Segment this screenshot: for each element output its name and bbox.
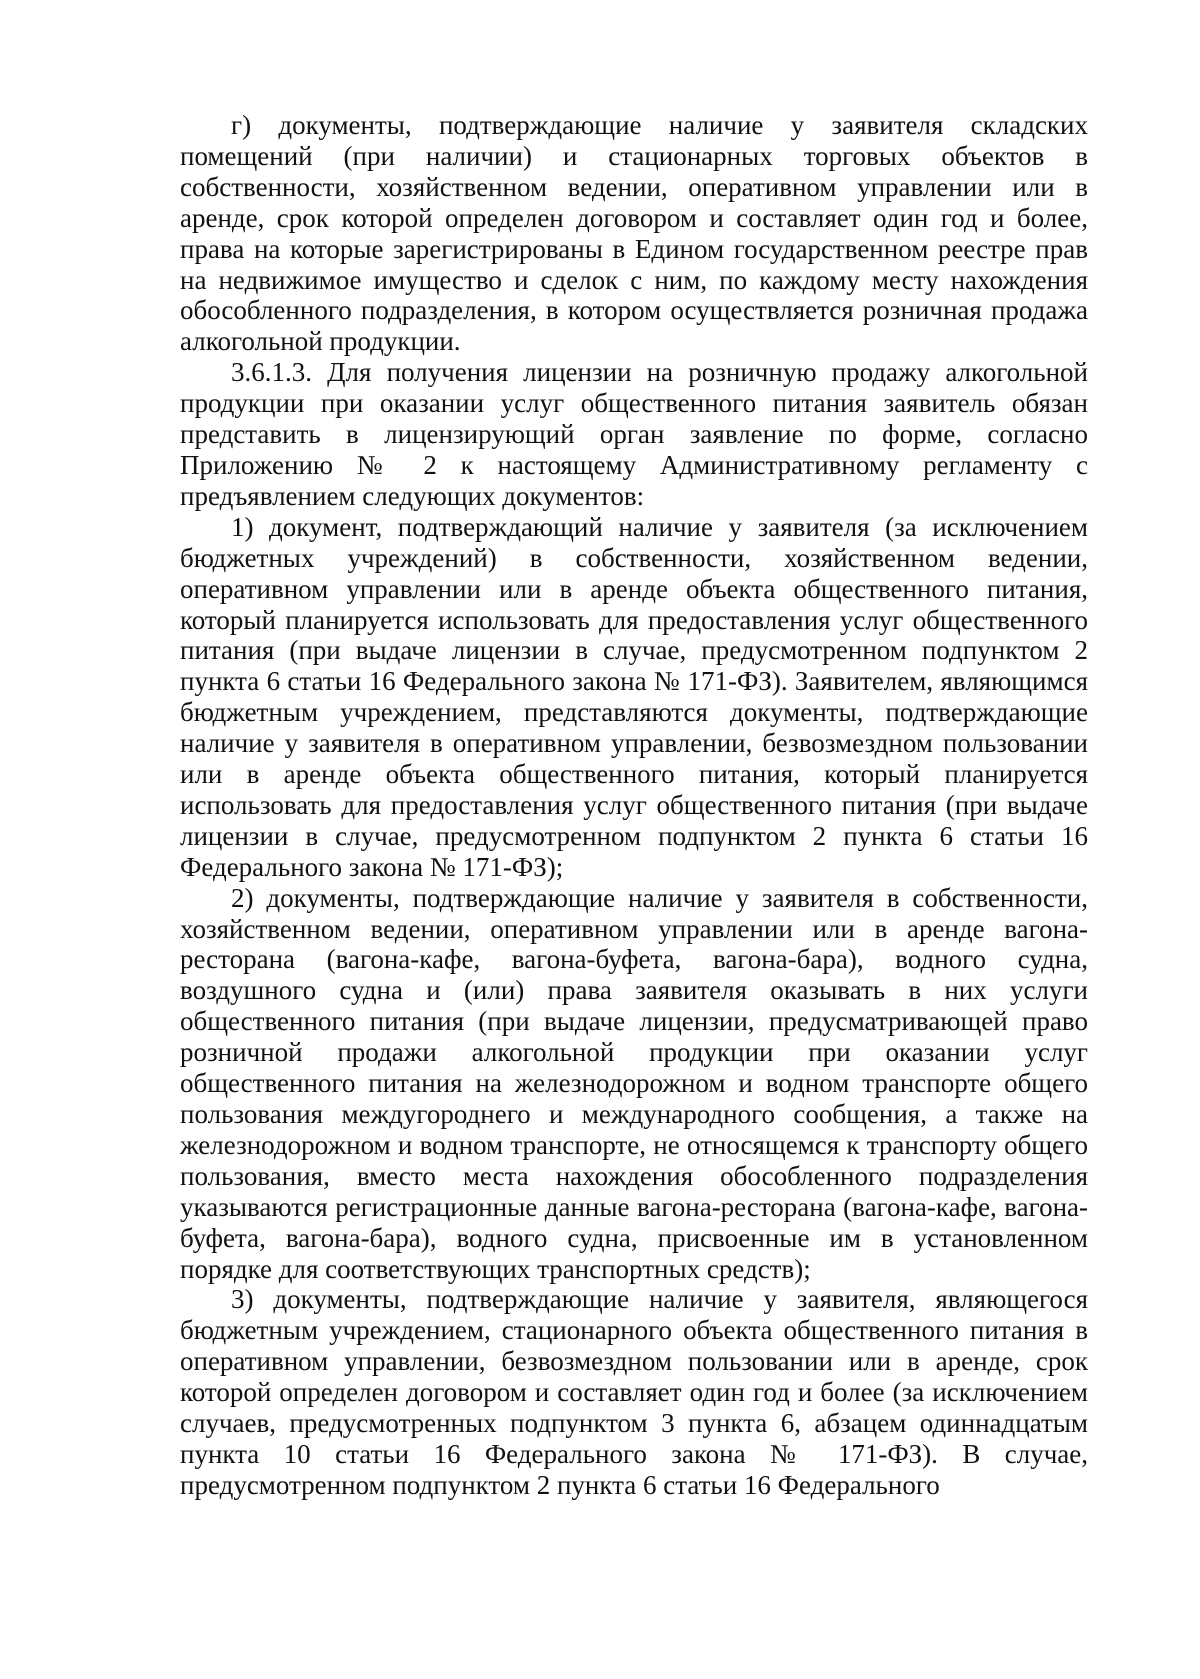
paragraph-item-g: г) документы, подтверждающие наличие у заявителя складских помещений (при наличии) и стационарных торговых объектов в собственности, хозяйственном ведении, оперативном управлении или в аренде, срок которой определен договором и составляет один год и более, права на которые зарегистрированы в Едином государственном реестре прав на недвижимое имущество и сделок с ним, по каждому месту нахождения обособленного подразделения, в котором осуществляется розничная продажа алкогольной продукции.: [180, 110, 1088, 357]
paragraph-item-2: 2) документы, подтверждающие наличие у заявителя в собственности, хозяйственном ведении, оперативном управлении или в аренде вагона-ресторана (вагона-кафе, вагона-буфета, вагона-бара), водного судна, воздушного судна и (или) права заявителя оказывать в них услуги общественного питания (при выдаче лицензии, предусматривающей право розничной продажи алкогольной продукции при оказании услуг общественного питания на железнодорожном и водном транспорте общего пользования междугороднего и международного сообщения, а также на железнодорожном и водном транспорте, не относящемся к транспорту общего пользования, вместо места нахождения обособленного подразделения указываются регистрационные данные вагона-ресторана (вагона-кафе, вагона-буфета, вагона-бара), водного судна, присвоенные им в установленном порядке для соответствующих транспортных средств);: [180, 882, 1088, 1284]
paragraph-item-1: 1) документ, подтверждающий наличие у заявителя (за исключением бюджетных учреждений) в собственности, хозяйственном ведении, оперативном управлении или в аренде объекта общественного питания, который планируется использовать для предоставления услуг общественного питания (при выдаче лицензии в случае, предусмотренном подпунктом 2 пункта 6 статьи 16 Федерального закона № 171-ФЗ). Заявителем, являющимся бюджетным учреждением, представляются документы, подтверждающие наличие у заявителя в оперативном управлении, безвозмездном пользовании или в аренде объекта общественного питания, который планируется использовать для предоставления услуг общественного питания (при выдаче лицензии в случае, предусмотренном подпунктом 2 пункта 6 статьи 16 Федерального закона № 171-ФЗ);: [180, 511, 1088, 882]
document-page: [180, 110, 1088, 1501]
paragraph-3-6-1-3: 3.6.1.3. Для получения лицензии на розничную продажу алкогольной продукции при оказании услуг общественного питания заявитель обязан представить в лицензирующий орган заявление по форме, согласно Приложению № 2 к настоящему Административному регламенту с предъявлением следующих документов:: [180, 357, 1088, 511]
paragraph-item-3: 3) документы, подтверждающие наличие у заявителя, являющегося бюджетным учреждением, стационарного объекта общественного питания в оперативном управлении, безвозмездном пользовании или в аренде, срок которой определен договором и составляет один год и более (за исключением случаев, предусмотренных подпунктом 3 пункта 6, абзацем одиннадцатым пункта 10 статьи 16 Федерального закона № 171-ФЗ). В случае, предусмотренном подпунктом 2 пункта 6 статьи 16 Федерального: [180, 1284, 1088, 1500]
